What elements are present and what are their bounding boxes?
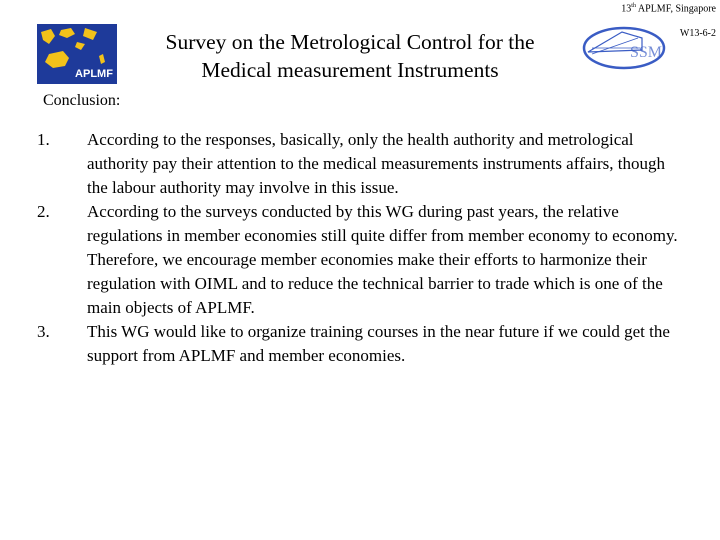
title-line-1: Survey on the Metrological Control for the — [165, 30, 535, 54]
aplmf-logo-text: APLMF — [75, 68, 113, 80]
item-text: According to the surveys conducted by this WG during past years, the relative regulations in member economies still quite differ from member economy to economy. Therefore, we encourage member economies make their efforts to harmonize their regulation with OIML and to reduce the technical barrier to trade which is one of the main objects of APLMF. — [87, 202, 678, 317]
ssm-logo — [582, 24, 672, 70]
conclusion-list — [37, 128, 687, 368]
list-item — [37, 320, 687, 368]
item-text: This WG would like to organize training courses in the near future if we could get the support from APLMF and member economies. — [87, 322, 670, 365]
item-number: 3. — [37, 322, 50, 341]
aplmf-logo — [37, 24, 117, 84]
list-item — [37, 128, 687, 200]
section-heading: Conclusion: — [43, 92, 121, 109]
page-title — [130, 28, 570, 84]
list-item — [37, 200, 687, 320]
conference-label: 13th APLMF, Singapore — [621, 3, 716, 15]
item-text: According to the responses, basically, only the health authority and metrological authority pay their attention to the medical measurements instruments affairs, though the labour authority may involve in this issue. — [87, 130, 666, 197]
title-line-2: Medical measurement Instruments — [201, 58, 499, 82]
ssm-logo-text: SSM — [629, 44, 663, 61]
document-reference: W13-6-2 — [679, 28, 716, 39]
item-number: 2. — [37, 202, 50, 221]
item-number: 1. — [37, 130, 50, 149]
